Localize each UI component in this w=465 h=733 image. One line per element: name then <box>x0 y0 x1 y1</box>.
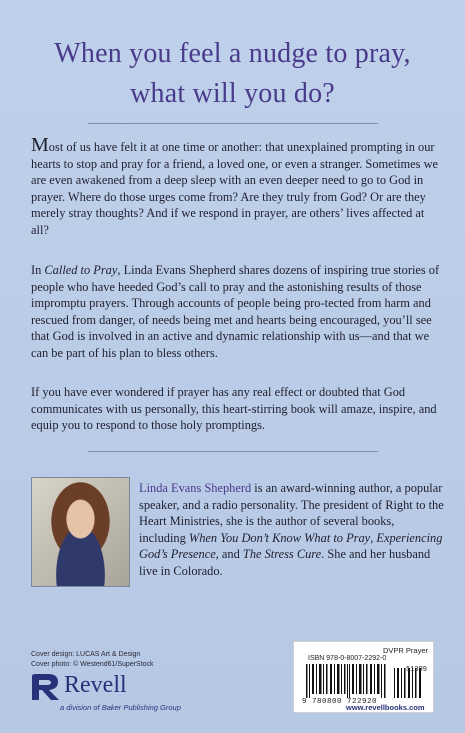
paragraph-2-prefix: In <box>31 263 45 277</box>
author-name: Linda Evans Shepherd <box>139 481 252 495</box>
bio-book-2: Experiencing God’s Presence <box>139 530 443 562</box>
publisher-tagline: a division of Baker Publishing Group <box>60 703 181 712</box>
isbn-label: ISBN 978-0-8007-2292-0 <box>308 655 387 662</box>
book-title: Called to Pray <box>44 263 118 277</box>
paragraph-1-text: ost of us have felt it at one time or another: that unexplained prompting in our hearts to stop and pray for a friend, a loved one, or even a stranger. Sometimes we are even awakened from a deep sleep with an even deeper need to go to God in prayer. Where do those urges come from? Are they truly from God? Or are they merely stray thoughts? And if we respond in prayer, are others’ lives affected at all? <box>31 140 439 237</box>
headline-line-2: what will you do? <box>130 78 335 109</box>
publisher-name: Revell <box>64 672 127 698</box>
bio-sep-1: , <box>370 530 377 545</box>
cover-design-credit: Cover design: LUCAS Art & Design <box>31 651 141 658</box>
paragraph-2 <box>31 262 441 362</box>
paragraph-3 <box>31 384 441 434</box>
drop-cap: M <box>31 134 49 156</box>
paragraph-2-text: , Linda Evans Shepherd shares dozens of inspiring true stories of people who have heeded God’s call to pray and the astonishing results of those impromptu prayers. Through accounts of people being pro-tected from harm and rescued from danger, of needs being met and hearts being encouraged, you’ll see that God is involved in an active and dynamic relationship with us—and that we can be part of his plan to bless others. <box>31 263 440 360</box>
top-divider <box>88 123 378 124</box>
author-photo <box>31 477 130 587</box>
cover-credits <box>31 650 154 670</box>
headline-line-1: When you feel a nudge to pray, <box>54 38 411 69</box>
publisher-website: www.revellbooks.com <box>346 703 425 712</box>
author-bio <box>139 480 444 580</box>
price-code: 51399 <box>405 666 427 674</box>
bio-book-1: When You Don’t Know What to Pray <box>188 530 371 545</box>
paragraph-3-text: If you have ever wondered if prayer has any real effect or doubted that God communicates with us personally, this heart-stirring book will amaze, inspire, and equip you to respond to those holy promptings. <box>31 385 437 433</box>
category-label: DVPR Prayer <box>382 646 428 655</box>
headline <box>0 34 465 114</box>
bio-text-1: is an award-winning author, a popular speaker, and a radio personality. The president of Right to the Heart Ministries, she is the author of several books, including <box>139 481 444 545</box>
bio-book-3: The Stress Cure <box>242 547 322 562</box>
bottom-divider <box>88 451 378 452</box>
barcode-digits: 9 780800 722920 <box>302 698 378 706</box>
revell-logo-icon <box>30 672 62 702</box>
bio-sep-2: , and <box>215 547 243 562</box>
cover-photo-credit: Cover photo: © Westend61/SuperStock <box>31 661 154 668</box>
paragraph-1 <box>31 134 441 239</box>
bio-text-2: . She and her husband live in Colorado. <box>139 547 431 578</box>
